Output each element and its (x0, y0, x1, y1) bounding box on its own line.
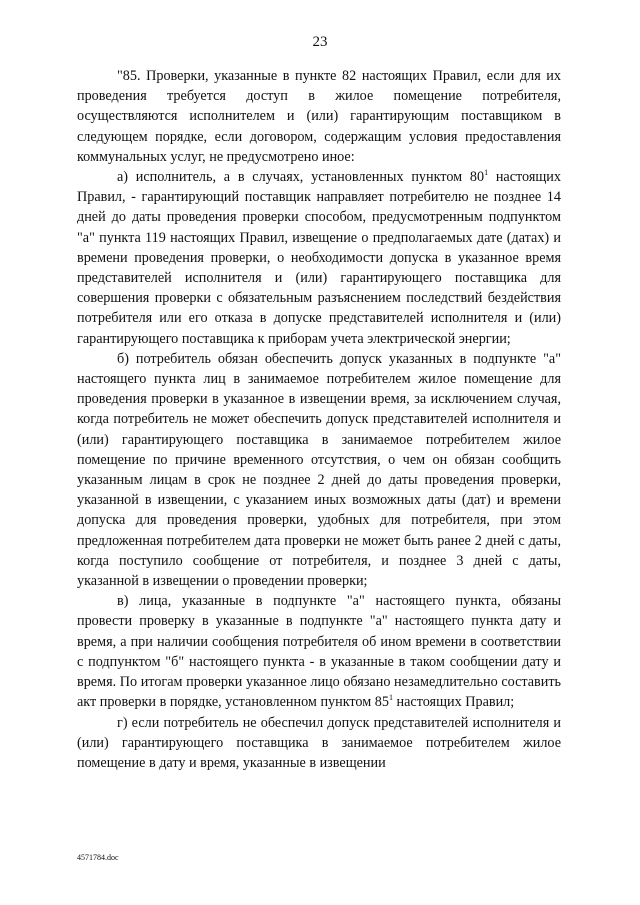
paragraph-subitem-b: б) потребитель обязан обеспечить допуск указанных в подпункте "а" настоящего пункта лиц в занимаемое потребителем жилое помещение для проведения проверки в указанное в извещении время, за исключением случая, когда потребитель не может обеспечить допуск представителей исполнителя и (или) гарантирующего поставщика в занимаемое потребителем жилое помещение по причине временного отсутствия, о чем он обязан сообщить указанным лицам в срок не позднее 2 дней до даты проведения проверки, указанной в извещении, с указанием иных возможных даты (дат) и времени допуска для проведения проверки, удобных для потребителя, при этом предложенная потребителем дата проверки не может быть ранее 2 дней с даты, когда поступило сообщение от потребителя, и позднее 3 дней с даты, указанной в извещении о проведении проверки; (77, 350, 561, 590)
paragraph-text: в) лица, указанные в подпункте "а" настоящего пункта, обязаны провести проверку в указанные в подпункте "а" настоящего пункта дату и время, а при наличии сообщения потребителя об ином времени в соответствии с подпунктом "б" настоящего пункта - в указанные в таком сообщении дату и время. По итогам проверки указанное лицо обязано незамедлительно составить акт проверки в порядке, установленном пунктом 85 (77, 593, 561, 711)
document-body (77, 66, 561, 773)
paragraph-text: настоящих Правил; (392, 694, 515, 711)
paragraph-subitem-g: г) если потребитель не обеспечил допуск представителей исполнителя и (или) гарантирующего поставщика в занимаемое потребителем жилое помещение в дату и время, указанные в извещении (77, 714, 561, 771)
paragraph-text: а) исполнитель, а в случаях, установленных пунктом 80 (117, 169, 485, 186)
page-number: 23 (312, 34, 328, 50)
paragraph-85-intro: "85. Проверки, указанные в пункте 82 настоящих Правил, если для их проведения требуется доступ в жилое помещение потребителя, осуществляются исполнителем и (или) гарантирующим поставщиком в следующем порядке, если договором, содержащим условия предоставления коммунальных услуг, не предусмотрено иное: (77, 68, 561, 165)
paragraph-text: настоящих Правил, - гарантирующий поставщик направляет потребителю не позднее 14 дней до даты проведения проверки способом, предусмотренным подпунктом "а" пункта 119 настоящих Правил, извещение о предполагаемых дате (датах) и времени проведения проверки, о необходимости допуска в указанное время представителей исполнителя и (или) гарантирующего поставщика для совершения проверки с обязательным разъяснением последствий бездействия потребителя или его отказа в допуске представителей исполнителя и (или) гарантирующего поставщика к приборам учета электрической энергии; (77, 169, 561, 347)
paragraph-subitem-v (77, 591, 561, 712)
paragraph-subitem-a (77, 167, 561, 349)
superscript: 1 (484, 168, 489, 178)
document-file-id: 4571784.doc (77, 853, 119, 862)
superscript: 1 (388, 693, 393, 703)
